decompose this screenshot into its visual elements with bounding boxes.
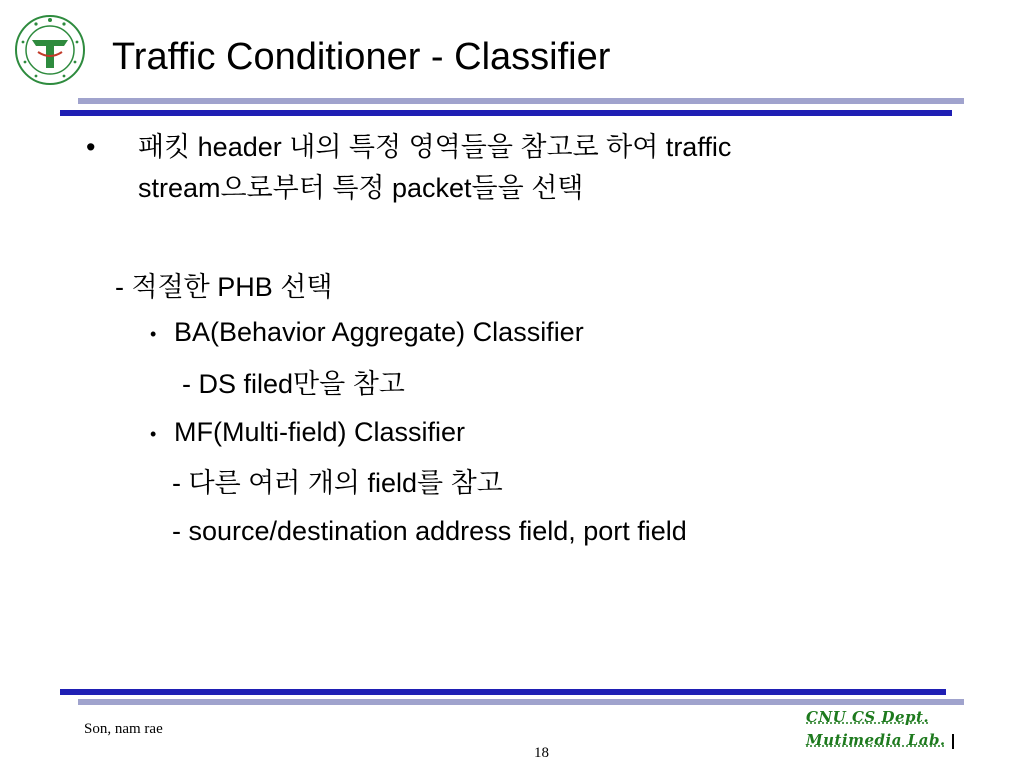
lab-brand-line1: CNU CS Dept. [806,708,930,726]
title-divider [60,110,952,116]
footer-divider [60,689,946,695]
title-divider-secondary [78,98,964,104]
footer-author: Son, nam rae [84,721,163,737]
item-bullet-marker: • [150,324,157,344]
item-label: BA(Behavior Aggregate) Classifier [174,317,584,347]
item-note: - 다른 여러 개의 field를 참고 [172,468,503,498]
bullet-marker: • [86,132,96,162]
university-seal-icon [14,12,86,90]
item-bullet-marker: • [150,424,157,444]
lab-brand-line2: Mutimedia Lab. [806,731,946,749]
bullet-text-line: 패킷 header 내의 특정 영역들을 참고로 하여 traffic [138,132,732,162]
footer-divider-secondary [78,699,964,705]
item-label: MF(Multi-field) Classifier [174,417,466,447]
slide-title: Traffic Conditioner - Classifier [112,36,611,78]
item-note: - source/destination address field, port field [172,516,687,546]
text-cursor [952,734,954,749]
page-number: 18 [534,745,549,761]
sub-heading: - 적절한 PHB 선택 [115,272,333,302]
bullet-text-line: stream으로부터 특정 packet들을 선택 [138,173,584,203]
item-note: - DS filed만을 참고 [182,369,405,399]
